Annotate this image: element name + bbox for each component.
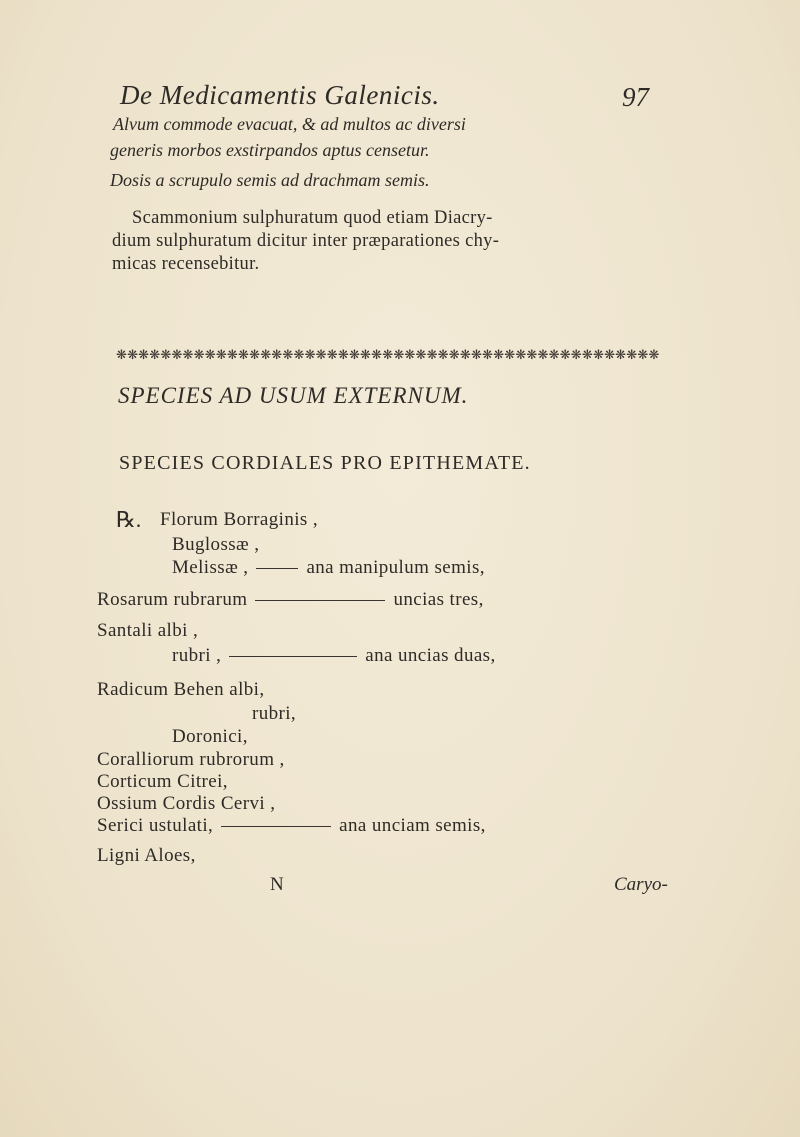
section-heading: SPECIES AD USUM EXTERNUM. [118,383,469,408]
ingredient-line: Florum Borraginis , [160,509,319,530]
ornamental-rule: ❋❋❋❋❋❋❋❋❋❋❋❋❋❋❋❋❋❋❋❋❋❋❋❋❋❋❋❋❋❋❋❋❋❋❋❋❋❋❋❋❋❋❋❋❋❋❋❋❋ [116,348,660,363]
paragraph-line-2: dium sulphuratum dicitur inter præparationes chy- [112,231,500,251]
ingredient-line: Buglossæ , [172,534,260,555]
catchword: Caryo- [614,874,668,895]
signature-mark: N [270,874,284,895]
ingredient-line: Ligni Aloes, [97,845,196,866]
ingredient-name: Rosarum rubrarum [97,589,248,610]
ingredient-name: rubri , [172,645,222,666]
ingredient-line: rubri, [252,703,297,724]
ingredient-name: Melissæ , [172,557,249,578]
intro-line-2: generis morbos exstirpandos aptus censetur. [110,140,430,160]
quantity: uncias tres, [393,589,484,610]
recipe-symbol: ℞. [116,507,142,532]
ingredient-line [172,557,485,579]
quantity: ana unciam semis, [339,815,486,836]
paragraph-line-3: micas recensebitur. [112,254,260,274]
ingredient-line: Doronici, [172,726,248,747]
ingredient-line: Ossium Cordis Cervi , [97,793,276,814]
paragraph-line-1: Scammonium sulphuratum quod etiam Diacry- [132,208,493,228]
ingredient-line: Coralliorum rubrorum , [97,749,285,770]
ingredient-line [97,815,486,837]
ingredient-line [172,645,496,667]
ingredient-line [97,589,484,611]
ingredient-line: Santali albi , [97,620,199,641]
dose-line: Dosis a scrupulo semis ad drachmam semis. [110,170,430,190]
ingredient-line: Radicum Behen albi, [97,679,265,700]
page-number: 97 [622,82,649,112]
quantity: ana manipulum semis, [306,557,485,578]
subheading: SPECIES CORDIALES PRO EPITHEMATE. [119,452,531,474]
running-head: De Medicamentis Galenicis. [120,80,440,110]
intro-line-1: Alvum commode evacuat, & ad multos ac diversi [113,114,466,134]
ingredient-name: Serici ustulati, [97,815,214,836]
dash-rule [255,600,385,601]
dash-rule [221,826,331,827]
dash-rule [256,568,298,569]
quantity: ana uncias duas, [365,645,496,666]
ingredient-line: Corticum Citrei, [97,771,228,792]
dash-rule [229,656,357,657]
